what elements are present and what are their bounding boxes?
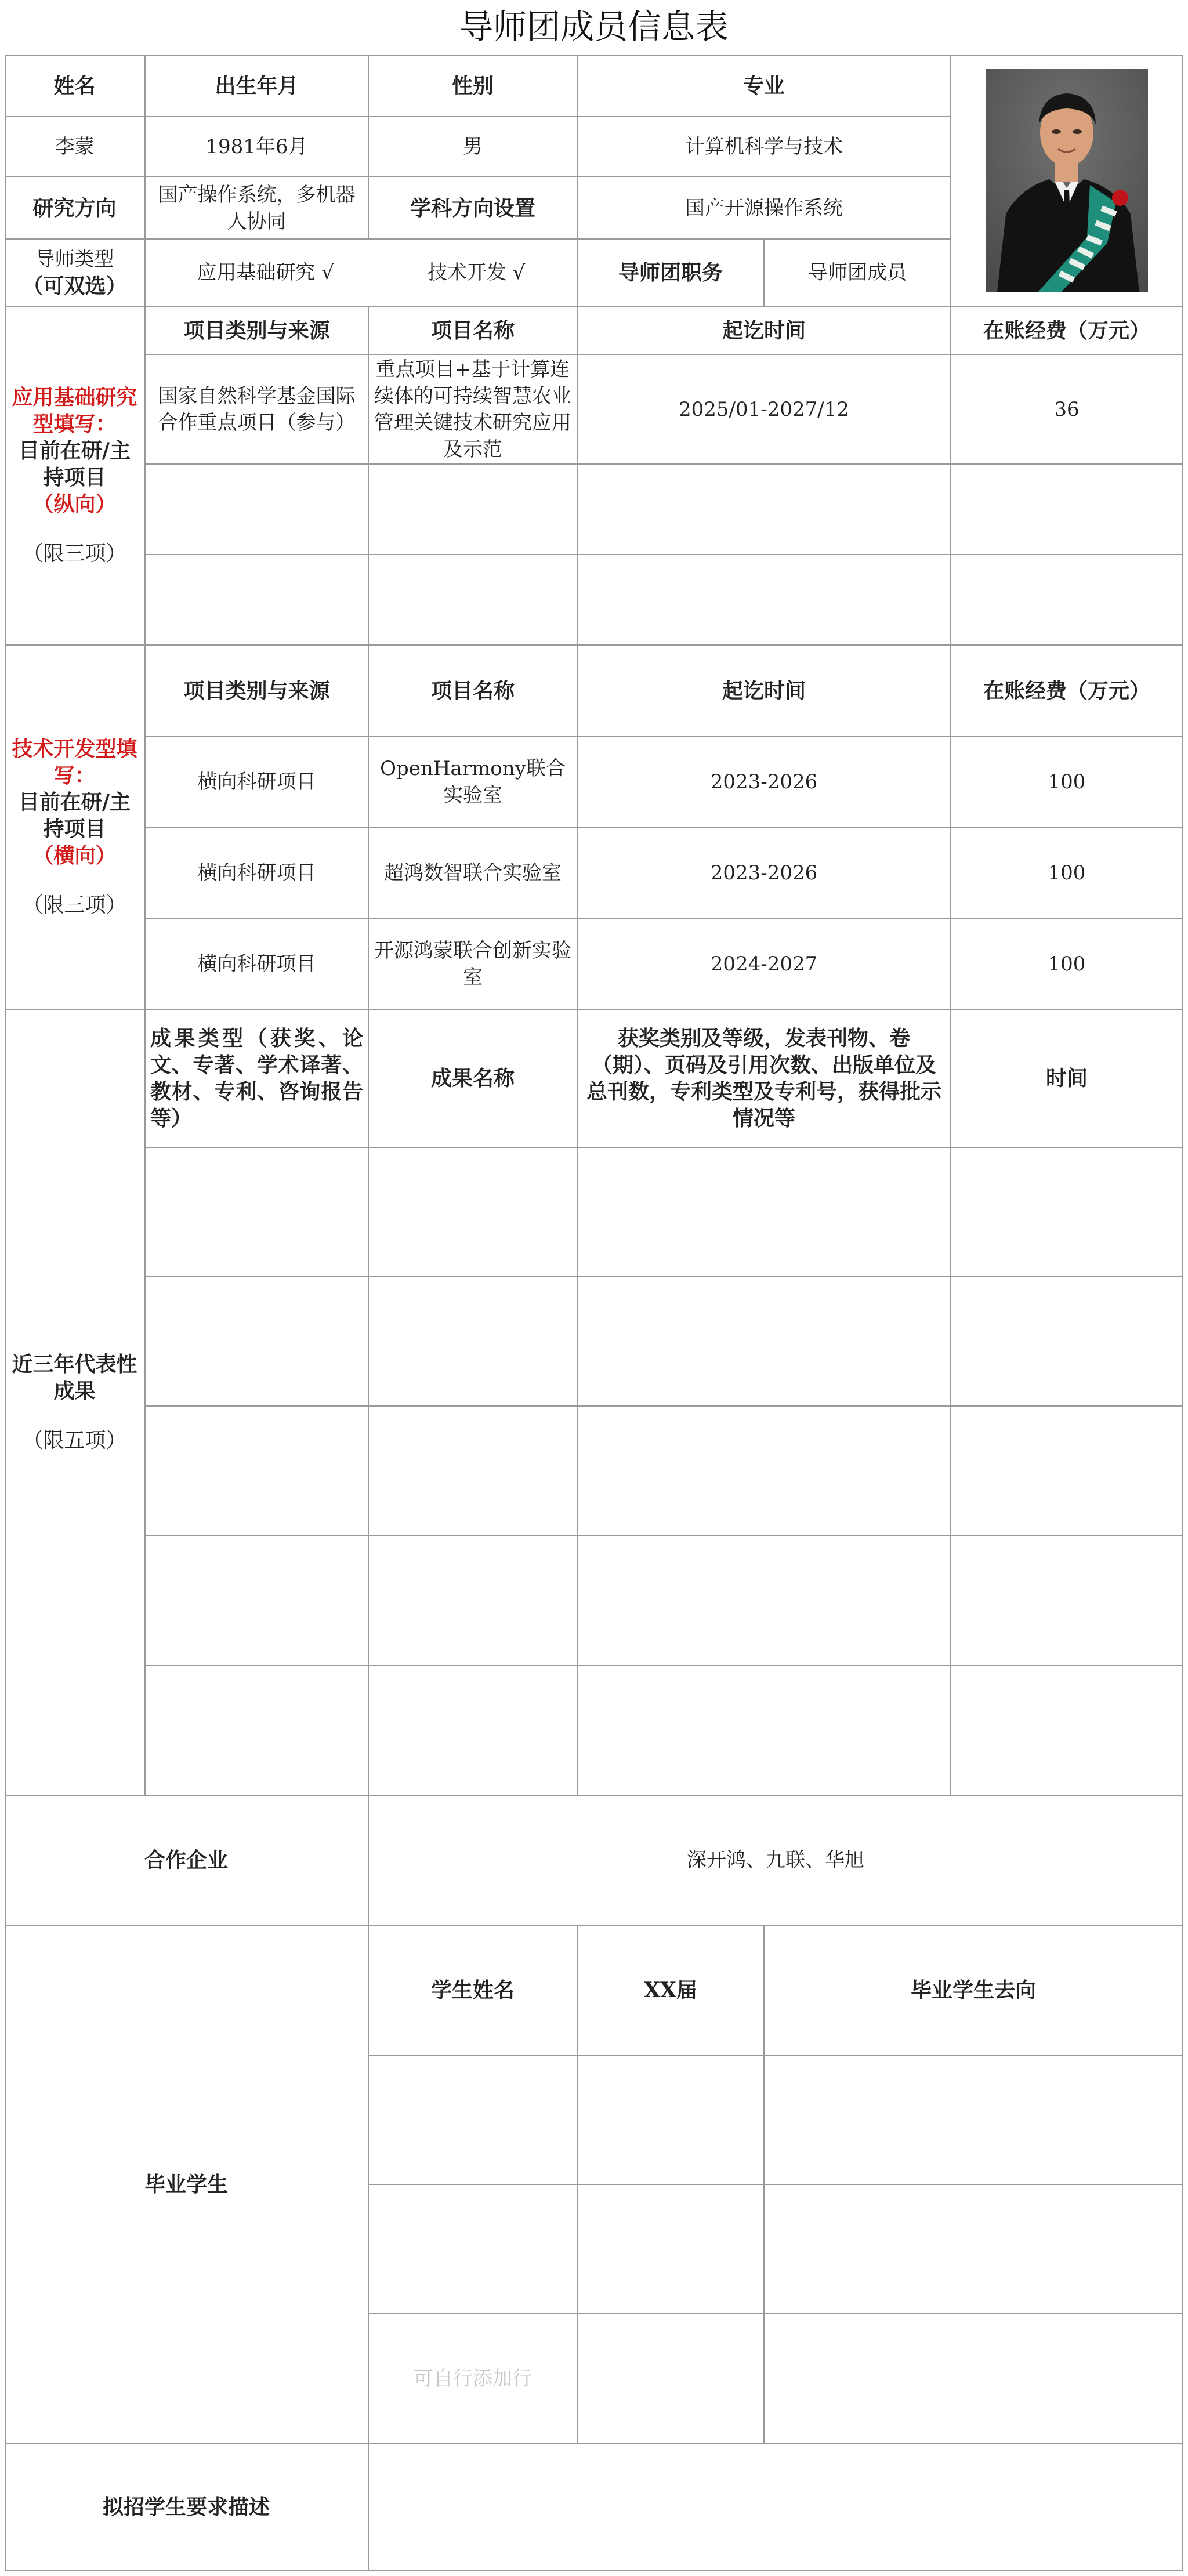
achievements-cell: [146, 1148, 369, 1277]
horizontal-row3-period: 2024-2027: [578, 919, 951, 1010]
vertical-row1-source: 国家自然科学基金国际合作重点项目（参与）: [146, 355, 369, 465]
achievements-side: [5, 1010, 146, 1796]
role-label: 导师团职务: [578, 240, 765, 307]
horizontal-row2-period: 2023-2026: [578, 828, 951, 919]
partners-value: 深开鸿、九联、华旭: [369, 1796, 1183, 1926]
vertical-row3-name: [369, 555, 578, 646]
graduates-cell: [765, 2056, 1183, 2185]
vertical-side-line2: 目前在研/主持项目: [18, 439, 131, 490]
graduates-cell: [369, 2185, 578, 2314]
tutor-type-label: 导师类型: [35, 248, 114, 271]
achievements-cell: [578, 1277, 951, 1407]
type-basic-research: 应用基础研究 √: [197, 261, 334, 284]
vertical-header-name: 项目名称: [369, 307, 578, 355]
achievements-header-time: 时间: [951, 1010, 1183, 1148]
achievements-cell: [578, 1666, 951, 1796]
vertical-row1-funding: 36: [951, 355, 1183, 465]
achievements-cell: [369, 1277, 578, 1407]
achievements-cell: [951, 1536, 1183, 1666]
vertical-side-line3: （纵向）: [32, 492, 117, 516]
vertical-header-period: 起讫时间: [578, 307, 951, 355]
graduates-header-destination: 毕业学生去向: [765, 1926, 1183, 2056]
achievements-header-type: 成果类型（获奖、论文、专著、学术译著、教材、专利、咨询报告等）: [146, 1010, 369, 1148]
horizontal-side-line2: 目前在研/主持项目: [18, 790, 131, 841]
graduates-cell: [578, 2185, 765, 2314]
achievements-cell: [146, 1666, 369, 1796]
achievements-side-line1: 近三年代表性成果: [12, 1352, 137, 1403]
page-title: 导师团成员信息表: [459, 7, 729, 46]
horizontal-header-funding: 在账经费（万元）: [951, 646, 1183, 737]
graduates-label: 毕业学生: [5, 1926, 369, 2444]
achievements-cell: [146, 1277, 369, 1407]
graduates-cell: [578, 2056, 765, 2185]
vertical-row3-period: [578, 555, 951, 646]
vertical-row2-source: [146, 465, 369, 555]
vertical-side-line1: 应用基础研究型填写：: [12, 385, 137, 436]
achievements-cell: [369, 1536, 578, 1666]
horizontal-row3-name: 开源鸿蒙联合创新实验室: [369, 919, 578, 1010]
horizontal-header-source: 项目类别与来源: [146, 646, 369, 737]
achievements-cell: [578, 1536, 951, 1666]
vertical-header-funding: 在账经费（万元）: [951, 307, 1183, 355]
horizontal-header-name: 项目名称: [369, 646, 578, 737]
vertical-row2-funding: [951, 465, 1183, 555]
horizontal-side-line4: （限三项）: [22, 893, 127, 917]
graduates-header-name: 学生姓名: [369, 1926, 578, 2056]
vertical-side-line4: （限三项）: [22, 542, 127, 566]
name-label: 姓名: [5, 55, 146, 117]
horizontal-row1-source: 横向科研项目: [146, 737, 369, 828]
horizontal-row2-funding: 100: [951, 828, 1183, 919]
achievements-header-detail: 获奖类别及等级，发表刊物、卷（期）、页码及引用次数、出版单位及总刊数，专利类型及专利号，获得批示情况等: [578, 1010, 951, 1148]
horizontal-header-period: 起讫时间: [578, 646, 951, 737]
research-label: 研究方向: [5, 177, 146, 240]
tutor-type-hint: （可双选）: [22, 274, 127, 298]
graduates-header-year: XX届: [578, 1926, 765, 2056]
achievements-cell: [146, 1536, 369, 1666]
horizontal-projects-side: [5, 646, 146, 1010]
tutor-type-options: [146, 240, 578, 307]
name-value: 李蒙: [5, 117, 146, 177]
gender-value: 男: [369, 117, 578, 177]
add-row-hint: 可自行添加行: [369, 2314, 578, 2444]
horizontal-row2-name: 超鸿数智联合实验室: [369, 828, 578, 919]
graduates-cell: [765, 2314, 1183, 2444]
graduates-cell: [578, 2314, 765, 2444]
achievements-side-line2: （限五项）: [22, 1428, 127, 1452]
requirements-label: 拟招学生要求描述: [5, 2444, 369, 2571]
graduates-cell: [765, 2185, 1183, 2314]
requirements-value: [369, 2444, 1183, 2571]
horizontal-row3-source: 横向科研项目: [146, 919, 369, 1010]
achievements-cell: [951, 1277, 1183, 1407]
role-value: 导师团成员: [765, 240, 951, 307]
horizontal-row3-funding: 100: [951, 919, 1183, 1010]
major-label: 专业: [578, 55, 951, 117]
vertical-row3-source: [146, 555, 369, 646]
major-value: 计算机科学与技术: [578, 117, 951, 177]
achievements-header-name: 成果名称: [369, 1010, 578, 1148]
discipline-value: 国产开源操作系统: [578, 177, 951, 240]
achievements-cell: [951, 1148, 1183, 1277]
horizontal-row1-funding: 100: [951, 737, 1183, 828]
horizontal-side-line3: （横向）: [32, 843, 117, 868]
vertical-projects-side: [5, 307, 146, 646]
vertical-row2-name: [369, 465, 578, 555]
graduates-cell: [369, 2056, 578, 2185]
photo-cell: [951, 55, 1183, 307]
horizontal-row1-name: OpenHarmony联合实验室: [369, 737, 578, 828]
vertical-row3-funding: [951, 555, 1183, 646]
vertical-row1-name: 重点项目+基于计算连续体的可持续智慧农业管理关键技术研究应用及示范: [369, 355, 578, 465]
tutor-type-label-cell: [5, 240, 146, 307]
vertical-row1-period: 2025/01-2027/12: [578, 355, 951, 465]
achievements-cell: [369, 1407, 578, 1536]
portrait-photo-icon: [986, 69, 1148, 292]
partners-label: 合作企业: [5, 1796, 369, 1926]
horizontal-row2-source: 横向科研项目: [146, 828, 369, 919]
vertical-header-source: 项目类别与来源: [146, 307, 369, 355]
gender-label: 性别: [369, 55, 578, 117]
birth-value: 1981年6月: [146, 117, 369, 177]
type-tech-development: 技术开发 √: [428, 261, 526, 284]
vertical-row2-period: [578, 465, 951, 555]
achievements-cell: [369, 1148, 578, 1277]
birth-label: 出生年月: [146, 55, 369, 117]
achievements-cell: [951, 1666, 1183, 1796]
research-value: 国产操作系统，多机器人协同: [146, 177, 369, 240]
achievements-cell: [578, 1148, 951, 1277]
horizontal-side-line1: 技术开发型填写：: [12, 737, 137, 788]
achievements-cell: [369, 1666, 578, 1796]
achievements-cell: [951, 1407, 1183, 1536]
achievements-cell: [578, 1407, 951, 1536]
achievements-cell: [146, 1407, 369, 1536]
horizontal-row1-period: 2023-2026: [578, 737, 951, 828]
discipline-label: 学科方向设置: [369, 177, 578, 240]
